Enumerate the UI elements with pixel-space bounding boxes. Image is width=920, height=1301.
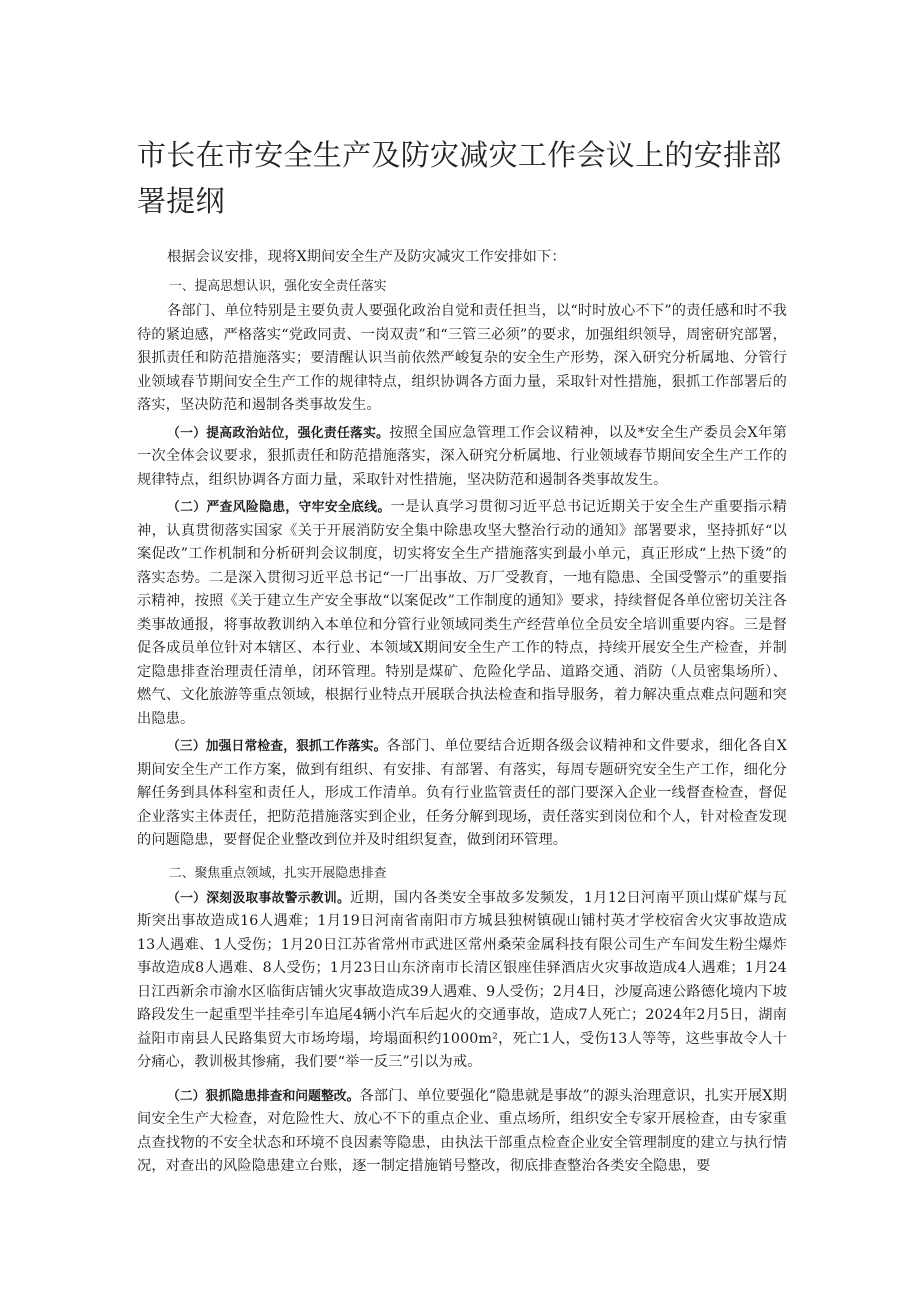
section-1-overview: 各部门、单位特别是主要负责人要强化政治自觉和责任担当，以“时时放心不下”的责任感和时不我待的紧迫感，严格落实“党政同责、一岗双责”和“三管三必须”的要求，加强组织领导，周密研究部署，狠抓责任和防范措施落实；要清醒认识当前依然严峻复杂的安全生产形势，深入研究分析属地、分管行业领域春节期间安全生产工作的规律特点，组织协调各方面力量，采取针对性措施，狠抓工作部署后的落实，坚决防范和遏制各类事故发生。 — [137, 303, 787, 413]
section-heading-2: 二、聚焦重点领域，扎实开展隐患排查 — [169, 865, 387, 881]
section-heading-1: 一、提高思想认识，强化安全责任落实 — [169, 279, 387, 294]
item-text: 一是认真学习贯彻习近平总书记近期关于安全生产重要指示精神，认真贯彻落实国家《关于开展消防安全集中除患攻坚大整治行动的通知》部署要求，坚持抓好“以案促改”工作机制和分析研判会议制度，切实将安全生产措施落实到最小单元，真正形成“上热下烫”的落实态势。二是深入贯彻习近平总书记“一厂出事故、万厂受教育，一地有隐患、全国受警示”的重要指示精神，按照《关于建立生产安全事故“以案促改”工作制度的通知》要求，持续督促各单位密切关注各类事故通报，将事故教训纳入本单位和分管行业领域同类生产经营单位全员安全培训重要内容。三是督促各成员单位针对本辖区、本行业、本领域X期间安全生产工作的特点，持续开展安全生产检查，并制定隐患排查治理责任清单，闭环管理。特别是煤矿、危险化学品、道路交通、消防（人员密集场所）、燃气、文化旅游等重点领域，根据行业特点开展联合执法检查和指导服务，着力解决重点难点问题和突出隐患。 — [137, 499, 787, 727]
document-page — [137, 132, 787, 1183]
item-text: 按照全国应急管理工作会议精神，以及*安全生产委员会X年第一次全体会议要求，狠抓责任和防范措施落实，深入研究分析属地、行业领域春节期间安全生产工作的规律特点，组织协调各方面力量，采取针对性措施，坚决防范和遏制各类事故发生。 — [137, 424, 787, 488]
section-2-item-2 — [137, 1085, 787, 1179]
section-2-item-1 — [137, 887, 787, 1075]
item-lead: （二）狠抓隐患排查和问题整改。 — [167, 1088, 360, 1104]
section-1-item-3 — [137, 735, 787, 853]
document-title: 市长在市安全生产及防灾减灾工作会议上的安排部署提纲 — [137, 138, 782, 218]
section-1-item-1 — [137, 422, 787, 493]
item-lead: （一）深刻汲取事故警示教训。 — [167, 890, 351, 906]
item-text: 各部门、单位要强化“隐患就是事故”的源头治理意识，扎实开展X期间安全生产大检查，对危险性大、放心不下的重点企业、重点场所，组织安全专家开展检查，由专家重点查找物的不安全状态和环境不良因素等隐患，由执法干部重点检查企业安全管理制度的建立与执行情况，对查出的风险隐患建立台账，逐一制定措施销号整改，彻底排查整治各类安全隐患，要 — [137, 1087, 787, 1174]
section-1-item-2 — [137, 496, 787, 731]
item-lead: （三）加强日常检查，狠抓工作落实。 — [167, 739, 387, 754]
item-lead: （二）严查风险隐患，守牢安全底线。 — [167, 500, 391, 515]
item-text: 各部门、单位要结合近期各级会议精神和文件要求，细化各自X期间安全生产工作方案，做到有组织、有安排、有部署、有落实，每周专题研究安全生产工作，细化分解任务到具体科室和责任人，形成工作清单。负有行业监管责任的部门要深入企业一线督查检查，督促企业落实主体责任，把防范措施落实到企业，任务分解到现场，责任落实到岗位和个人，针对检查发现的问题隐患，要督促企业整改到位并及时组织复查，做到闭环管理。 — [137, 738, 787, 848]
item-text: 近期，国内各类安全事故多发频发，1月12日河南平顶山煤矿煤与瓦斯突出事故造成16人遇难；1月19日河南省南阳市方城县独树镇砚山铺村英才学校宿舍火灾事故造成13人遇难、1人受伤；1月20日江苏省常州市武进区常州桑荣金属科技有限公司生产车间发生粉尘爆炸事故造成8人遇难、8人受伤；1月23日山东济南市长清区银座佳驿酒店火灾事故造成4人遇难；1月24日江西新余市渝水区临街店铺火灾事故造成39人遇难、9人受伤；2月4日，沙厦高速公路德化境内下坡路段发生一起重型半挂牵引车追尾4辆小汽车后起火的交通事故，造成7人死亡；2024年2月5日，湖南益阳市南县人民路集贸大市场垮塌，垮塌面积约1000m²，死亡1人，受伤13人等等，这些事故令人十分痛心，教训极其惨痛，我们要“举一反三”引以为戒。 — [137, 889, 788, 1070]
item-lead: （一）提高政治站位，强化责任落实。 — [167, 425, 390, 441]
intro-paragraph: 根据会议安排，现将X期间安全生产及防灾减灾工作安排如下： — [167, 249, 566, 265]
